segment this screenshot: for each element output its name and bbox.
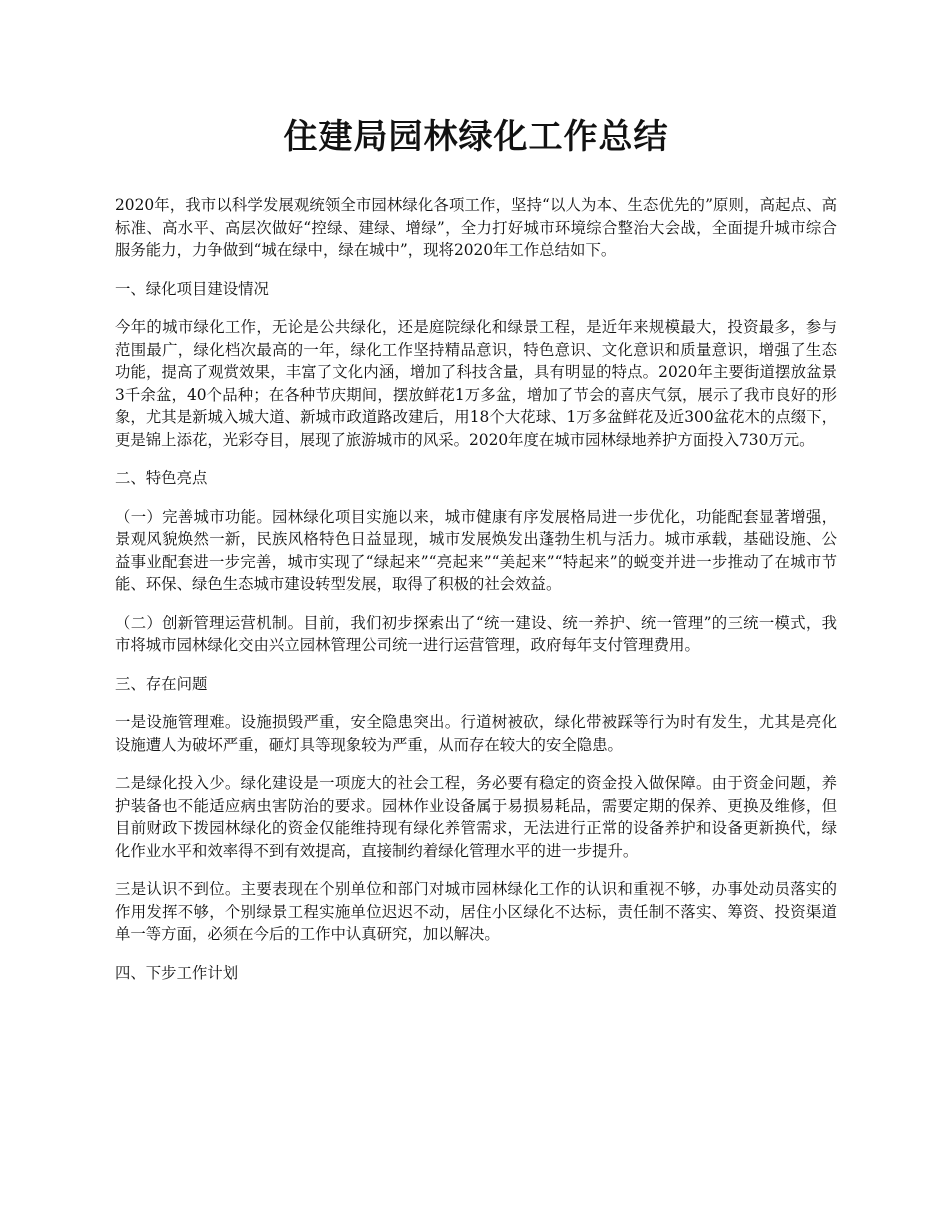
section-2-heading: 二、特色亮点 (115, 469, 208, 487)
section-1-heading: 一、绿化项目建设情况 (115, 279, 269, 298)
intro-paragraph: 2020年，我市以科学发展观统领全市园林绿化各项工作，坚持“以人为本、生态优先的”原则，高起点、高标准、高水平、高层次做好“控绿、建绿、增绿”，全力打好城市环境综合整治大会战，全面提升城市综合服务能力，力争做到“城在绿中，绿在城中”，现将2020年工作总结如下。 (115, 196, 837, 259)
section-3-paragraph-3: 三是认识不到位。主要表现在个别单位和部门对城市园林绿化工作的认识和重视不够，办事处动员落实的作用发挥不够，个别绿景工程实施单位迟迟不动，居住小区绿化不达标，责任制不落实、筹资、投资渠道单一等方面，必须在今后的工作中认真研究，加以解决。 (115, 880, 837, 943)
section-2-paragraph-1: （一）完善城市功能。园林绿化项目实施以来，城市健康有序发展格局进一步优化，功能配套显著增强，景观风貌焕然一新，民族风格特色日益显现，城市发展焕发出蓬勃生机与活力。城市承载，基础设施、公益事业配套进一步完善，城市实现了“绿起来”“亮起来”“美起来”“特起来”的蜕变并进一步推动了在城市节能、环保、绿色生态城市建设转型发展，取得了积极的社会效益。 (115, 507, 837, 593)
section-2-paragraph-2: （二）创新管理运营机制。目前，我们初步探索出了“统一建设、统一养护、统一管理”的三统一模式，我市将城市园林绿化交由兴立园林管理公司统一进行运营管理，政府每年支付管理费用。 (115, 613, 837, 654)
section-3-paragraph-1: 一是设施管理难。设施损毁严重，安全隐患突出。行道树被砍，绿化带被踩等行为时有发生，尤其是亮化设施遭人为破坏严重，砸灯具等现象较为严重，从而存在较大的安全隐患。 (115, 713, 837, 754)
section-4-heading: 四、下步工作计划 (115, 963, 239, 982)
section-3-heading: 三、存在问题 (115, 674, 208, 693)
section-3-paragraph-2: 二是绿化投入少。绿化建设是一项庞大的社会工程，务必要有稳定的资金投入做保障。由于资金问题，养护装备也不能适应病虫害防治的要求。园林作业设备属于易损易耗品，需要定期的保养、更换及维修，但目前财政下拨园林绿化的资金仅能维持现有绿化养管需求，无法进行正常的设备养护和设备更新换代，绿化作业水平和效率得不到有效提高，直接制约着绿化管理水平的进一步提升。 (115, 774, 837, 860)
document-title: 住建局园林绿化工作总结 (283, 117, 669, 157)
section-1-paragraph: 今年的城市绿化工作，无论是公共绿化，还是庭院绿化和绿景工程，是近年来规模最大，投资最多，参与范围最广，绿化档次最高的一年，绿化工作坚持精品意识，特色意识、文化意识和质量意识，增强了生态功能，提高了观赏效果，丰富了文化内涵，增加了科技含量，具有明显的特点。2020年主要街道摆放盆景3千余盆，40个品种；在各种节庆期间，摆放鲜花1万多盆，增加了节会的喜庆气氛，展示了我市良好的形象，尤其是新城入城大道、新城市政道路改建后，用18个大花球、1万多盆鲜花及近300盆花木的点缀下，更是锦上添花，光彩夺目，展现了旅游城市的风采。2020年度在城市园林绿地养护方面投入730万元。 (115, 318, 837, 449)
